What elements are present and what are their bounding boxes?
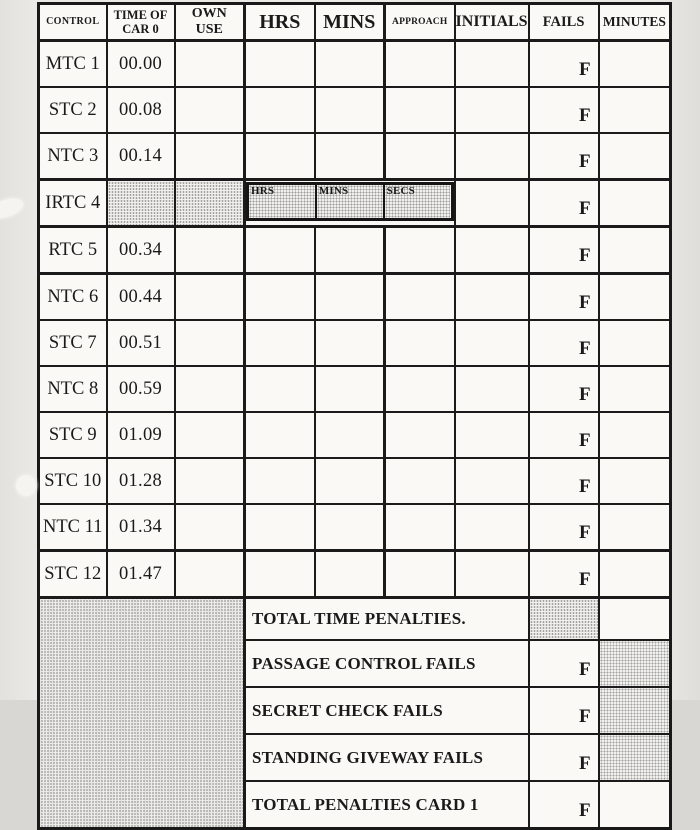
- hrs-cell: [245, 551, 315, 598]
- fails-cell: F: [529, 41, 599, 88]
- minutes-cell: [599, 412, 671, 458]
- minutes-cell: [599, 41, 671, 88]
- initials-cell: [455, 366, 529, 412]
- own-use-cell: [175, 504, 245, 551]
- total-time-penalties-label: TOTAL TIME PENALTIES.: [245, 598, 529, 641]
- mins-sublabel: MINS: [318, 185, 349, 197]
- col-header-approach: APPROACH: [385, 4, 455, 41]
- approach-cell: [385, 320, 455, 366]
- col-header-hrs: HRS: [245, 4, 315, 41]
- initials-cell: [455, 133, 529, 180]
- approach-cell: [385, 227, 455, 274]
- time-of-car0-cell: 01.47: [107, 551, 175, 598]
- fails-cell: F: [529, 458, 599, 504]
- hrs-cell: [245, 366, 315, 412]
- hrs-entry-subcell: [249, 185, 317, 218]
- fails-cell: F: [529, 551, 599, 598]
- fails-cell: F: [529, 640, 599, 687]
- mins-cell: [315, 227, 385, 274]
- control-cell: STC 9: [39, 412, 107, 458]
- fails-cell: F: [529, 687, 599, 734]
- minutes-cell: [599, 180, 671, 227]
- minutes-cell-shaded: [599, 687, 671, 734]
- hrs-cell: [245, 133, 315, 180]
- minutes-cell: [599, 458, 671, 504]
- approach-cell: [385, 133, 455, 180]
- time-of-car0-cell: 01.28: [107, 458, 175, 504]
- mins-entry-subcell: [317, 185, 385, 218]
- col-header-time-of-car0: [107, 4, 175, 41]
- secs-entry-subcell: [385, 185, 451, 218]
- fails-cell: F: [529, 274, 599, 321]
- fails-cell: F: [529, 180, 599, 227]
- control-cell: NTC 11: [39, 504, 107, 551]
- table-row-stc12: [39, 551, 671, 598]
- table-row-stc9: [39, 412, 671, 458]
- hrs-cell: [245, 504, 315, 551]
- own-use-cell: [175, 274, 245, 321]
- hrs-mins-secs-entry-cell: [245, 180, 455, 227]
- own-use-cell: [175, 133, 245, 180]
- time-of-car0-cell: 00.00: [107, 41, 175, 88]
- col-header-initials: INITIALS: [455, 4, 529, 41]
- table-row-rtc5: [39, 227, 671, 274]
- table-row-stc2: [39, 87, 671, 133]
- hrs-cell: [245, 458, 315, 504]
- minutes-cell-shaded: [599, 734, 671, 781]
- own-use-cell: [175, 366, 245, 412]
- table-row-stc10: [39, 458, 671, 504]
- fails-cell: F: [529, 87, 599, 133]
- col-header-own-line2: USE: [195, 22, 223, 37]
- fails-cell-shaded: [529, 598, 599, 641]
- approach-cell: [385, 366, 455, 412]
- minutes-cell: [599, 320, 671, 366]
- minutes-cell: [599, 274, 671, 321]
- fails-cell: F: [529, 227, 599, 274]
- time-card-table: [37, 2, 672, 830]
- own-use-cell: [175, 320, 245, 366]
- table-row-ntc11: [39, 504, 671, 551]
- minutes-cell: [599, 781, 671, 829]
- mins-cell: [315, 504, 385, 551]
- minutes-cell: [599, 504, 671, 551]
- mins-cell: [315, 41, 385, 88]
- fails-cell: F: [529, 320, 599, 366]
- approach-cell: [385, 504, 455, 551]
- fails-cell: F: [529, 366, 599, 412]
- approach-cell: [385, 551, 455, 598]
- time-of-car0-cell: 00.59: [107, 366, 175, 412]
- approach-cell: [385, 274, 455, 321]
- time-of-car0-cell-shaded: [107, 180, 175, 227]
- passage-control-fails-label: PASSAGE CONTROL FAILS: [245, 640, 529, 687]
- minutes-cell: [599, 366, 671, 412]
- control-cell: STC 2: [39, 87, 107, 133]
- fails-cell: F: [529, 781, 599, 829]
- mins-cell: [315, 412, 385, 458]
- col-header-mins: MINS: [315, 4, 385, 41]
- scan-artifact-blob: [16, 475, 36, 496]
- initials-cell: [455, 458, 529, 504]
- table-row-ntc3: [39, 133, 671, 180]
- approach-cell: [385, 87, 455, 133]
- initials-cell: [455, 412, 529, 458]
- fails-cell: F: [529, 133, 599, 180]
- time-of-car0-cell: 01.34: [107, 504, 175, 551]
- mins-cell: [315, 87, 385, 133]
- initials-cell: [455, 551, 529, 598]
- hrs-sublabel: HRS: [251, 185, 275, 197]
- hrs-cell: [245, 227, 315, 274]
- control-cell: NTC 3: [39, 133, 107, 180]
- minutes-cell-shaded: [599, 640, 671, 687]
- minutes-cell: [599, 598, 671, 641]
- mins-cell: [315, 551, 385, 598]
- approach-cell: [385, 458, 455, 504]
- own-use-cell: [175, 41, 245, 88]
- control-cell: STC 12: [39, 551, 107, 598]
- minutes-cell: [599, 133, 671, 180]
- initials-cell: [455, 227, 529, 274]
- hrs-cell: [245, 412, 315, 458]
- minutes-cell: [599, 87, 671, 133]
- fails-cell: F: [529, 734, 599, 781]
- own-use-cell: [175, 458, 245, 504]
- hrs-cell: [245, 87, 315, 133]
- fails-cell: F: [529, 412, 599, 458]
- own-use-cell: [175, 412, 245, 458]
- secs-sublabel: SECS: [386, 185, 415, 197]
- header-row: [39, 4, 671, 41]
- own-use-cell: [175, 551, 245, 598]
- mins-cell: [315, 274, 385, 321]
- mins-cell: [315, 366, 385, 412]
- table-row-stc7: [39, 320, 671, 366]
- minutes-cell: [599, 551, 671, 598]
- col-header-minutes: MINUTES: [599, 4, 671, 41]
- total-penalties-card1-label: TOTAL PENALTIES CARD 1: [245, 781, 529, 829]
- own-use-cell: [175, 87, 245, 133]
- initials-cell: [455, 320, 529, 366]
- shaded-filler-block: [39, 598, 245, 829]
- fails-cell: F: [529, 504, 599, 551]
- time-of-car0-cell: 00.34: [107, 227, 175, 274]
- initials-cell: [455, 504, 529, 551]
- col-header-time-of-line1: TIME OF: [113, 8, 168, 22]
- col-header-own-line1: OWN: [191, 6, 227, 22]
- time-of-car0-cell: 00.08: [107, 87, 175, 133]
- initials-cell: [455, 87, 529, 133]
- table-row-mtc1: [39, 41, 671, 88]
- table-row-ntc6: [39, 274, 671, 321]
- col-header-own-use: [175, 4, 245, 41]
- approach-cell: [385, 412, 455, 458]
- col-header-fails: FAILS: [529, 4, 599, 41]
- hrs-cell: [245, 41, 315, 88]
- control-cell: STC 7: [39, 320, 107, 366]
- hrs-cell: [245, 320, 315, 366]
- mins-cell: [315, 458, 385, 504]
- initials-cell: [455, 274, 529, 321]
- control-cell: MTC 1: [39, 41, 107, 88]
- control-cell: RTC 5: [39, 227, 107, 274]
- mins-cell: [315, 133, 385, 180]
- own-use-cell: [175, 227, 245, 274]
- initials-cell: [455, 180, 529, 227]
- minutes-cell: [599, 227, 671, 274]
- time-of-car0-cell: 00.44: [107, 274, 175, 321]
- scan-artifact-blob: [0, 195, 26, 222]
- table-row-ntc8: [39, 366, 671, 412]
- table-row-irtc4: [39, 180, 671, 227]
- hrs-cell: [245, 274, 315, 321]
- own-use-cell-shaded: [175, 180, 245, 227]
- secret-check-fails-label: SECRET CHECK FAILS: [245, 687, 529, 734]
- initials-cell: [455, 41, 529, 88]
- time-of-car0-cell: 00.51: [107, 320, 175, 366]
- standing-giveway-fails-label: STANDING GIVEWAY FAILS: [245, 734, 529, 781]
- time-of-car0-cell: 00.14: [107, 133, 175, 180]
- col-header-control: CONTROL: [39, 4, 107, 41]
- approach-cell: [385, 41, 455, 88]
- control-cell: IRTC 4: [39, 180, 107, 227]
- control-cell: NTC 6: [39, 274, 107, 321]
- col-header-time-of-line2: CAR 0: [122, 22, 159, 36]
- time-of-car0-cell: 01.09: [107, 412, 175, 458]
- control-cell: STC 10: [39, 458, 107, 504]
- control-cell: NTC 8: [39, 366, 107, 412]
- mins-cell: [315, 320, 385, 366]
- totals-row-time-penalties: [39, 598, 671, 641]
- hrs-mins-secs-entry-box: [246, 182, 454, 221]
